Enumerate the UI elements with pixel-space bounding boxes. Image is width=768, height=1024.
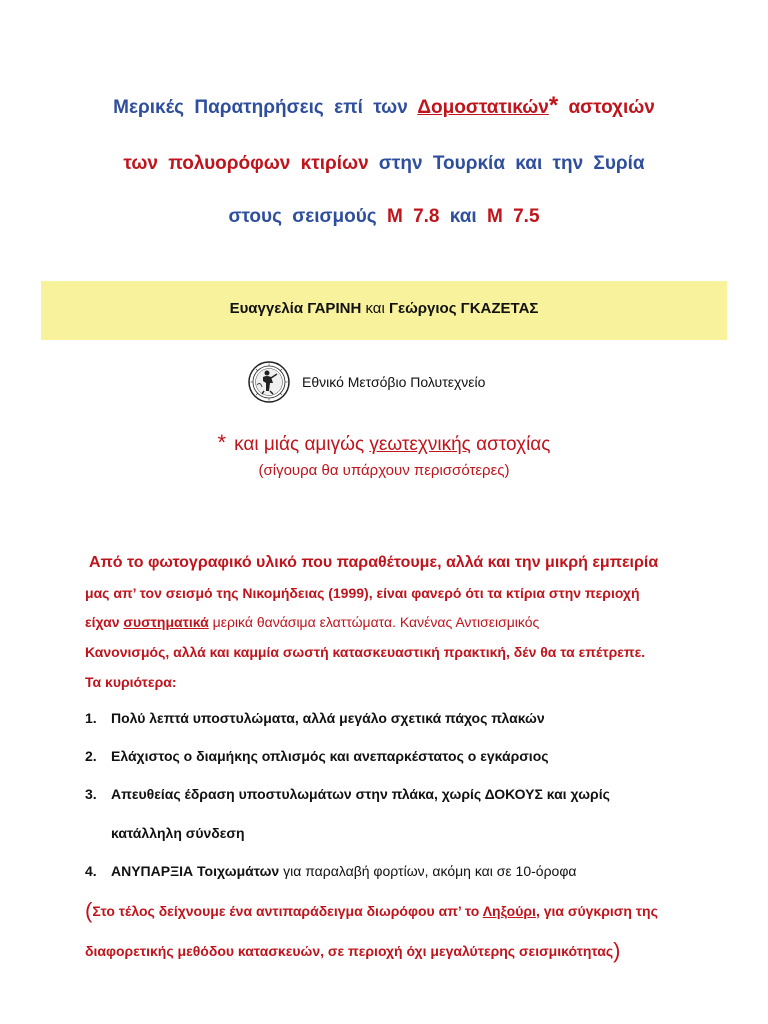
list-number: 3. (85, 786, 97, 802)
title-text: αστοχιών (568, 97, 655, 118)
open-paren: ( (85, 898, 93, 923)
title-line-2 (0, 153, 768, 175)
closing-line (85, 938, 621, 964)
closing-text: διαφορετικής μεθόδου κατασκευών, σε περιοχή όχι μεγαλύτερης σεισμικότητας (85, 943, 614, 959)
title-text: και (449, 206, 477, 227)
list-text: για παραλαβή φορτίων, ακόμη και σε 10-όροφα (283, 863, 577, 879)
intro-text: είχαν (85, 614, 120, 630)
geotech-note (0, 430, 768, 456)
ntua-seal-icon (248, 361, 290, 403)
list-item (85, 786, 610, 802)
geotech-text: και μιάς αμιγώς (234, 434, 365, 455)
title-line-3 (0, 206, 768, 228)
title-text: των πολυορόφων κτιρίων (123, 153, 369, 174)
intro-line (85, 614, 539, 630)
intro-underlined: συστηματικά (123, 614, 209, 630)
title-text: στους σεισμούς (228, 206, 377, 227)
institution-name: Εθνικό Μετσόβιο Πολυτεχνείο (302, 374, 486, 390)
geotech-asterisk: * (217, 430, 227, 455)
title-text: Μ 7.5 (487, 206, 540, 227)
intro-line: μας απ’ τον σεισμό της Νικομήδειας (1999), είναι φανερό ότι τα κτίρια στην περιοχή (85, 585, 640, 601)
intro-text: μερικά θανάσιμα ελαττώματα. Κανένας Αντισεισμικός (212, 614, 540, 630)
title-text: Μερικές Παρατηρήσεις επί των (113, 97, 408, 118)
list-item (85, 710, 545, 726)
geotech-underlined: γεωτεχνικής (369, 434, 471, 455)
intro-line: Από το φωτογραφικό υλικό που παραθέτουμε, αλλά και την μικρή εμπειρία (89, 554, 659, 571)
geotech-text: αστοχίας (476, 434, 551, 455)
list-text: Απευθείας έδραση υποστυλωμάτων στην πλάκα, χωρίς ΔΟΚΟΥΣ και χωρίς (111, 786, 610, 802)
list-item-continuation (85, 825, 245, 841)
list-text: Ελάχιστος ο διαμήκης οπλισμός και ανεπαρκέστατος ο εγκάρσιος (111, 748, 549, 764)
institution (248, 360, 485, 404)
closing-line (85, 898, 658, 924)
authors (41, 300, 727, 317)
closing-text: Στο τέλος δείχνουμε ένα αντιπαράδειγμα διωρόφου απ’ το (92, 903, 480, 919)
list-number: 4. (85, 863, 97, 879)
author-name: Γεώργιος ΓΚΑΖΕΤΑΣ (388, 300, 539, 317)
authors-conjunction: και (365, 300, 385, 317)
close-paren: ) (613, 938, 621, 963)
list-text-bold: ΑΝΥΠΑΡΞΙΑ Τοιχωμάτων (111, 863, 280, 879)
intro-line: Τα κυριότερα: (85, 674, 177, 690)
title-underlined: Δομοστατικών (417, 97, 549, 118)
title-text: Μ 7.8 (386, 206, 440, 227)
list-text: Πολύ λεπτά υποστυλώματα, αλλά μεγάλο σχετικά πάχος πλακών (111, 710, 545, 726)
authors-band (41, 281, 727, 340)
closing-text: , για σύγκριση της (535, 903, 658, 919)
closing-underlined: Ληξούρι (482, 903, 536, 919)
title-star: * (548, 92, 559, 119)
intro-line: Κανονισμός, αλλά και καμμία σωστή κατασκευαστική πρακτική, δέν θα τα επέτρεπε. (85, 644, 646, 660)
title-text: στην Τουρκία και την Συρία (378, 153, 645, 174)
list-item (85, 863, 577, 879)
author-name: Ευαγγελία ΓΑΡΙΝΗ (229, 300, 362, 317)
list-number: 2. (85, 748, 97, 764)
geotech-subtitle: (σίγουρα θα υπάρχουν περισσότερες) (258, 462, 510, 479)
list-item (85, 748, 549, 764)
list-number: 1. (85, 710, 97, 726)
title-line-1 (0, 92, 768, 119)
list-text: κατάλληλη σύνδεση (111, 825, 245, 841)
